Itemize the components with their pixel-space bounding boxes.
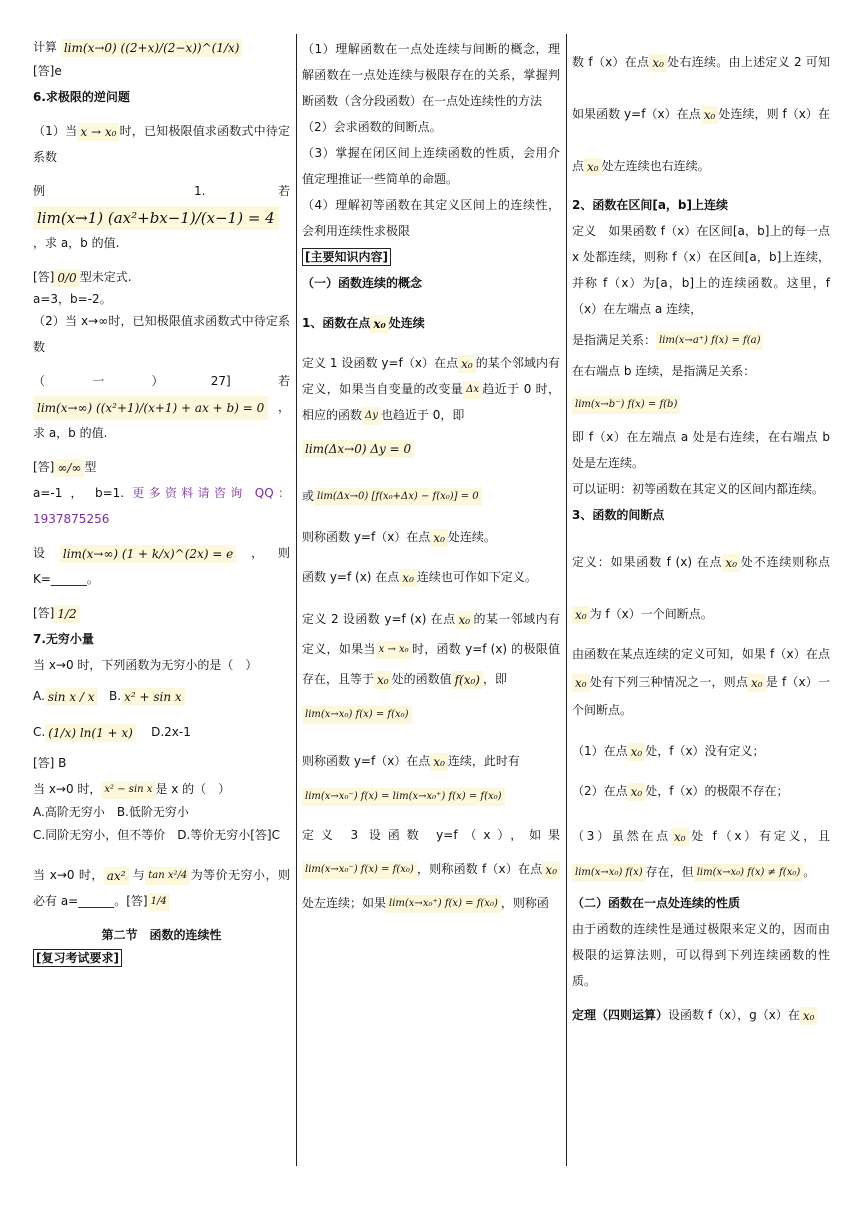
formula-x0: x₀ (800, 1007, 818, 1025)
formula-x0: x₀ (572, 606, 590, 624)
formula-one-sided-limits: lim(x→x₀⁻) f(x) = lim(x→x₀⁺) f(x) = f(x₀) (302, 788, 505, 806)
heading-6: 6.求极限的逆问题 (33, 90, 130, 104)
formula-line-4 (302, 774, 560, 818)
formula-right-limit: lim(x→x₀⁺) f(x) = f(x₀) (386, 895, 501, 913)
exam-requirements-label: [复习考试要求] (33, 948, 290, 968)
question-8-options-2: C.同阶无穷小，但不等价 D.等价无穷小[答]C (33, 828, 280, 842)
interval-right-endpoint: 在右端点 b 连续，是指满足关系： (572, 364, 756, 378)
formula-x-to-x0: x → x₀ (376, 641, 412, 659)
formula-x0: x₀ (748, 674, 766, 692)
heading-discontinuity: 3、函数的间断点 (572, 508, 665, 522)
formula-ax2: ax² (104, 867, 129, 885)
question-7-options-ab: A. sin x / x B. x² + sin x (33, 678, 290, 714)
formula-lim-delta-y: lim(Δx→0) Δy = 0 (302, 440, 414, 458)
interval-left-endpoint: 是指满足关系： lim(x→a⁺) f(x) = f(a) (572, 322, 830, 358)
requirement-4: （4）理解初等函数在其定义区间上的连续性，会利用连续性求极限 (302, 198, 560, 238)
formula-zero-over-zero: 0/0 (54, 269, 79, 287)
main-knowledge-label: [主要知识内容] (302, 244, 560, 270)
requirement-1: （1）理解函数在一点处连续与间断的概念，理解函数在一点处连续与极限存在的关系，掌握判断函数（含分段函数）在一点处连续性的方法 (302, 42, 560, 108)
discontinuity-definition: 定义：如果函数 f (x) 在点 x₀ 处不连续则称点x₀ 为 f（x）一个间断点。 (572, 555, 830, 622)
formula-delta-x: Δx (463, 381, 482, 399)
formula-x0: x₀ (628, 783, 646, 801)
formula-x0: x₀ (722, 554, 740, 572)
heading-continuity-at-point: 1、函数在点 x₀ 处连续 (302, 316, 425, 331)
formula-x0: x₀ (374, 671, 392, 689)
calc-problem: 计算 lim(x→0) ((2+x)/(2−x))^(1/x) (33, 36, 290, 58)
example-1-values: a=3，b=-2。 (33, 292, 112, 306)
qq-contact-link[interactable]: 更多资料请咨询 QQ：1937875256 (33, 486, 290, 526)
elementary-continuity: 可以证明：初等函数在其定义的区间内都连续。 (572, 482, 825, 496)
condition-1: （1）在点 x₀ 处，f（x）没有定义； (572, 744, 765, 759)
section-title: 第二节 函数的连续性 (101, 928, 222, 942)
condition-3: （3）虽然在点 x₀ 处 f（x）有定义，且lim(x→x₀) f(x) 存在，但 lim(x→x₀) f(x) ≠ f(x₀) 。 (572, 818, 830, 890)
interval-definition: 定义 如果函数 f（x）在区间[a，b]上的每一点 x 处都连续，则称 f（x）在区间[a，b]上连续，并称 f（x）为[a，b]上的连续函数。这里，f（x）在左端点 a 连续， (572, 224, 830, 316)
formula-line-b (572, 384, 830, 424)
k-problem: 设 lim(x→∞) (1 + k/x)^(2x) = e ，则 K=______。 (33, 546, 290, 586)
formula-example-1: lim(x→1) (ax²+bx−1)/(x−1) = 4 (33, 206, 279, 230)
formula-x0: x₀ (399, 569, 417, 587)
column-right (572, 36, 830, 1028)
formula-calc-limit: lim(x→0) ((2+x)/(2−x))^(1/x) (61, 39, 243, 57)
definition-1: 定义 1 设函数 y=f（x）在点 x₀ 的某个邻域内有定义，如果当自变量的改变量 Δx 趋近于 0 时，相应的函数 Δy 也趋近于 0，即 (302, 350, 560, 428)
column-left (33, 36, 290, 968)
para-inverse-2: （2）当 x→∞时，已知极限值求函数式中待定系数 (33, 314, 290, 354)
formula-option-a: sin x / x (45, 688, 98, 706)
condition-2: （2）在点 x₀ 处，f（x）的极限不存在； (572, 784, 789, 799)
question-8: 当 x→0 时， x² − sin x 是 x 的（ ） (33, 776, 290, 802)
formula-lim-f-equals-f-x0: lim(x→x₀) f(x) = f(x₀) (302, 706, 412, 724)
example-2: （一）27]若lim(x→∞) ((x²+1)/(x+1) + ax + b) = 0 ，求 a，b 的值. (33, 374, 290, 440)
formula-inf-over-inf: ∞/∞ (54, 459, 84, 477)
alt-definition-intro: 函数 y=f (x) 在点 x₀ 连续也可作如下定义。 (302, 570, 537, 585)
formula-line-1 (302, 428, 560, 468)
formula-tan-x2-over-4: tan x²/4 (145, 867, 190, 885)
right-continuity-text: 数 f（x）在点 x₀ 处右连续。由上述定义 2 可知如果函数 y=f（x）在点 x₀ 处连续，则 f（x）在点 x₀ 处左连续也右连续。 (572, 55, 830, 174)
formula-f-x0: f(x₀) (452, 671, 483, 689)
formula-x0: x₀ (456, 611, 474, 629)
formula-one-half: 1/2 (54, 605, 79, 623)
properties-intro: 由于函数的连续性是通过极限来定义的，因而由极限的运算法则，可以得到下列连续函数的性质。 (572, 922, 830, 988)
answer-7: [答] B (33, 756, 67, 770)
conclusion-1: 则称函数 y=f（x）在点 x₀ 处连续。 (302, 530, 496, 545)
formula-lim-difference: lim(Δx→0) [f(x₀+Δx) − f(x₀)] = 0 (314, 488, 482, 506)
question-7: 当 x→0 时，下列函数为无穷小的是（ ） (33, 658, 258, 672)
interval-summary: 即 f（x）在左端点 a 处是右连续，在右端点 b 处是左连续。 (572, 430, 830, 470)
column-middle (302, 36, 560, 920)
example-1: 例 1.若lim(x→1) (ax²+bx−1)/(x−1) = 4，求 a，b 的值. (33, 184, 290, 250)
calc-answer: [答]e (33, 64, 62, 78)
question-8-options-1: A.高阶无穷小 B.低阶无穷小 (33, 805, 189, 819)
formula-left-limit: lim(x→x₀⁻) f(x) = f(x₀) (302, 861, 417, 879)
definition-2: 定义 2 设函数 y=f (x) 在点 x₀ 的某一邻域内有定义，如果当 x → x₀ 时，函数 y=f (x) 的极限值存在，且等于 x₀ 处的函数值 f(x₀) ，即 (302, 612, 560, 687)
formula-lim-b-minus: lim(x→b⁻) f(x) = f(b) (572, 396, 680, 414)
formula-x0: x₀ (628, 743, 646, 761)
heading-7: 7.无穷小量 (33, 632, 94, 646)
discontinuity-conditions: 由函数在某点连续的定义可知，如果 f（x）在点x₀ 处有下列三种情况之一，则点 x₀ 是 f（x）一个间断点。 (572, 647, 830, 717)
formula-x0: x₀ (649, 54, 667, 72)
para-inverse-1: （1）当 x → x₀ 时，已知极限值求函数式中待定系数 (33, 124, 290, 164)
heading-continuity-properties: （二）函数在一点处连续的性质 (572, 896, 741, 910)
heading-interval-continuity: 2、函数在区间[a，b]上连续 (572, 198, 729, 212)
formula-example-2: lim(x→∞) ((x²+1)/(x+1) + ax + b) = 0 (33, 396, 268, 420)
formula-x0: x₀ (430, 753, 448, 771)
formula-x0: x₀ (370, 315, 388, 333)
column-divider-2 (566, 34, 567, 1166)
formula-x0: x₀ (671, 828, 689, 846)
formula-line-2: 或 lim(Δx→0) [f(x₀+Δx) − f(x₀)] = 0 (302, 476, 560, 516)
formula-x-to-x0: x → x₀ (77, 123, 119, 141)
formula-x0: x₀ (430, 529, 448, 547)
example-1-answer: [答] 0/0 型未定式. (33, 270, 132, 285)
formula-x0: x₀ (572, 674, 590, 692)
formula-x0: x₀ (584, 158, 602, 176)
conclusion-2: 则称函数 y=f（x）在点 x₀ 连续，此时有 (302, 754, 520, 769)
requirement-2: （2）会求函数的间断点。 (302, 120, 442, 134)
formula-k-limit: lim(x→∞) (1 + k/x)^(2x) = e (60, 545, 236, 563)
requirement-3: （3）掌握在闭区间上连续函数的性质，会用介值定理推证一些简单的命题。 (302, 146, 560, 186)
theorem-arithmetic: 定理（四则运算）设函数 f（x），g（x）在 x₀ (572, 1002, 830, 1028)
formula-option-b: x² + sin x (121, 688, 185, 706)
example-2-values: a=-1 ， b=1. 更多资料请咨询 QQ：1937875256 (33, 486, 290, 526)
formula-lim-f-exists: lim(x→x₀) f(x) (572, 864, 646, 882)
formula-delta-y: Δy (362, 407, 381, 425)
formula-lim-a-plus: lim(x→a⁺) f(x) = f(a) (656, 332, 763, 350)
formula-x0: x₀ (542, 861, 560, 879)
column-divider-1 (296, 34, 297, 1166)
formula-option-c: (1/x) ln(1 + x) (45, 724, 136, 742)
question-9: 当 x→0 时， ax² 与 tan x²/4 为等价无穷小，则必有 a=______。[答] 1/4 (33, 862, 290, 914)
heading-continuity-concept: （一）函数连续的概念 (302, 276, 423, 290)
formula-one-quarter: 1/4 (148, 893, 170, 911)
formula-x0: x₀ (701, 106, 719, 124)
question-7-options-cd: C. (1/x) ln(1 + x) D.2x-1 (33, 725, 191, 740)
formula-lim-not-equal: lim(x→x₀) f(x) ≠ f(x₀) (694, 864, 804, 882)
definition-3: 定义 3 设函数 y=f（x），如果lim(x→x₀⁻) f(x) = f(x₀) ，则称函数 f（x）在点 x₀处左连续；如果 lim(x→x₀⁺) f(x) = f(x₀) ，则称函 (302, 818, 560, 920)
formula-x2-minus-sinx: x² − sin x (101, 781, 155, 799)
k-answer: [答] 1/2 (33, 600, 290, 626)
formula-x0: x₀ (458, 355, 476, 373)
formula-line-3 (302, 694, 560, 734)
example-2-answer: [答] ∞/∞ 型 (33, 460, 97, 475)
